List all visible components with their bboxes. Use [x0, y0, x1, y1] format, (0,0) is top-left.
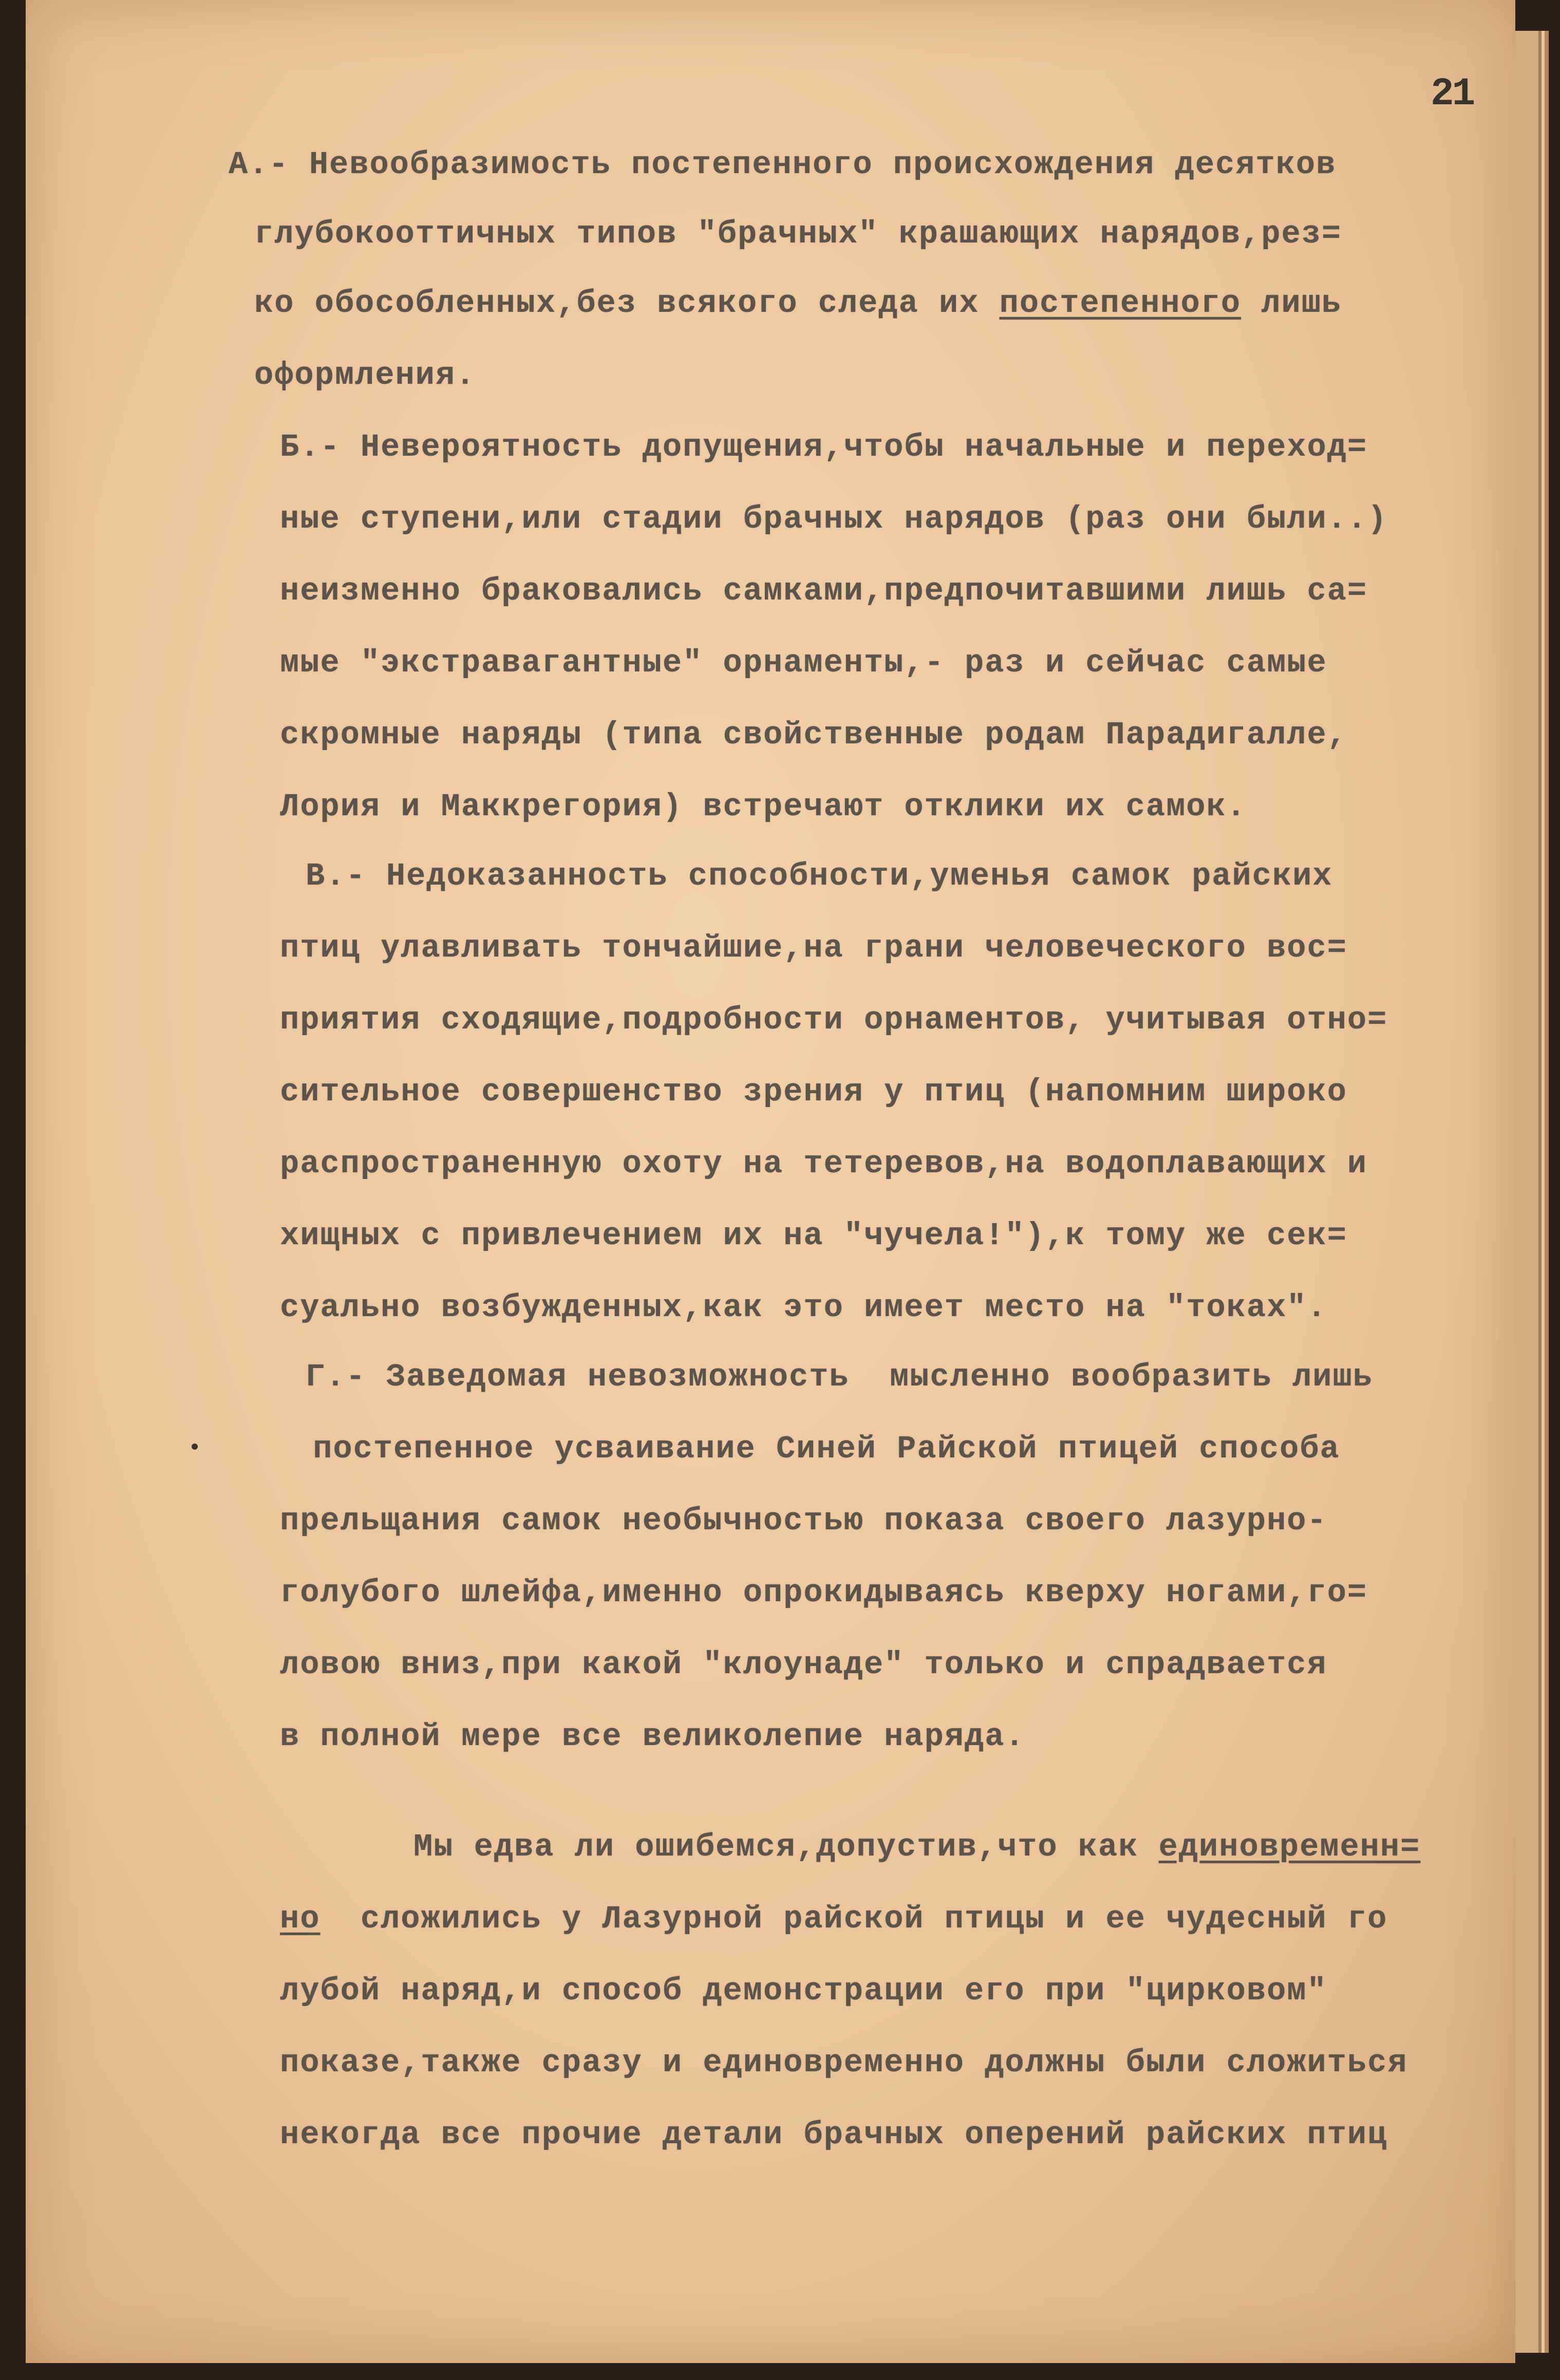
- section-g-line-2: постепенное усваивание Синей Райской птицей способа: [293, 1431, 1340, 1467]
- section-v-line-5: распространенную охоту на тетеревов,на водоплавающих и: [280, 1146, 1368, 1182]
- section-v-line-2: птиц улавливать тончайшие,на грани человеческого вос=: [280, 930, 1347, 966]
- closing-line-1-text: Мы едва ли ошибемся,допустив,что как: [414, 1829, 1159, 1865]
- section-a-line-1: А.- Невообразимость постепенного происхождения десятков: [229, 146, 1337, 183]
- section-g-line-1: Г.- Заведомая невозможность мысленно вообразить лишь: [306, 1359, 1373, 1395]
- section-v-line-6: хищных с привлечением их на "чучела!"),к тому же сек=: [280, 1217, 1347, 1254]
- underlined-word: постепенного: [999, 285, 1242, 322]
- section-a-line-3-text: ко обособленных,без всякого следа их: [254, 285, 1000, 322]
- closing-line-5: некогда все прочие детали брачных оперений райских птиц: [280, 2116, 1388, 2153]
- closing-line-4: показе,также сразу и единовременно должны были сложиться: [280, 2045, 1408, 2081]
- section-g-line-4: голубого шлейфа,именно опрокидываясь кверху ногами,го=: [280, 1575, 1368, 1611]
- closing-line-3: лубой наряд,и способ демонстрации его при "цирковом": [280, 1973, 1327, 2009]
- section-v-line-1: В.- Недоказанность способности,уменья самок райских: [306, 858, 1333, 894]
- section-g-line-6: в полной мере все великолепие наряда.: [280, 1718, 1025, 1755]
- section-v-line-7: суально возбужденных,как это имеет место на "токах".: [280, 1289, 1327, 1326]
- ink-speck: [192, 1444, 198, 1450]
- underlined-word: но: [280, 1901, 321, 1937]
- closing-line-1: [414, 1829, 1420, 1865]
- section-b-line-3: неизменно браковались самками,предпочитавшими лишь са=: [280, 573, 1368, 609]
- closing-line-2-text: сложились у Лазурной райской птицы и ее чудесный го: [320, 1901, 1388, 1937]
- typewritten-page: [26, 0, 1515, 2363]
- section-a-line-4: оформления.: [254, 357, 476, 393]
- section-b-line-1: Б.- Невероятность допущения,чтобы начальные и переход=: [280, 429, 1368, 465]
- section-a-line-3-end: лишь: [1241, 285, 1342, 322]
- section-v-line-3: приятия сходящие,подробности орнаментов, учитывая отно=: [280, 1002, 1388, 1038]
- section-g-line-5: ловою вниз,при какой "клоунаде" только и спрадвается: [280, 1646, 1327, 1683]
- section-g-line-3: прельщания самок необычностью показа своего лазурно-: [280, 1503, 1327, 1539]
- closing-line-2: [280, 1901, 1387, 1937]
- section-a-line-3: [254, 285, 1342, 322]
- underlined-word: единовременн=: [1158, 1829, 1421, 1865]
- page-number: 21: [1431, 72, 1474, 116]
- section-b-line-6: Лория и Маккрегория) встречают отклики их самок.: [280, 789, 1247, 825]
- section-b-line-4: мые "экстравагантные" орнаменты,- раз и сейчас самые: [280, 645, 1327, 681]
- section-a-line-2: глубокооттичных типов "брачных" крашающих нарядов,рез=: [254, 216, 1342, 252]
- section-b-line-5: скромные наряды (типа свойственные родам Парадигалле,: [280, 717, 1347, 753]
- section-v-line-4: сительное совершенство зрения у птиц (напомним широко: [280, 1074, 1347, 1110]
- section-b-line-2: ные ступени,или стадии брачных нарядов (раз они были..): [280, 501, 1388, 537]
